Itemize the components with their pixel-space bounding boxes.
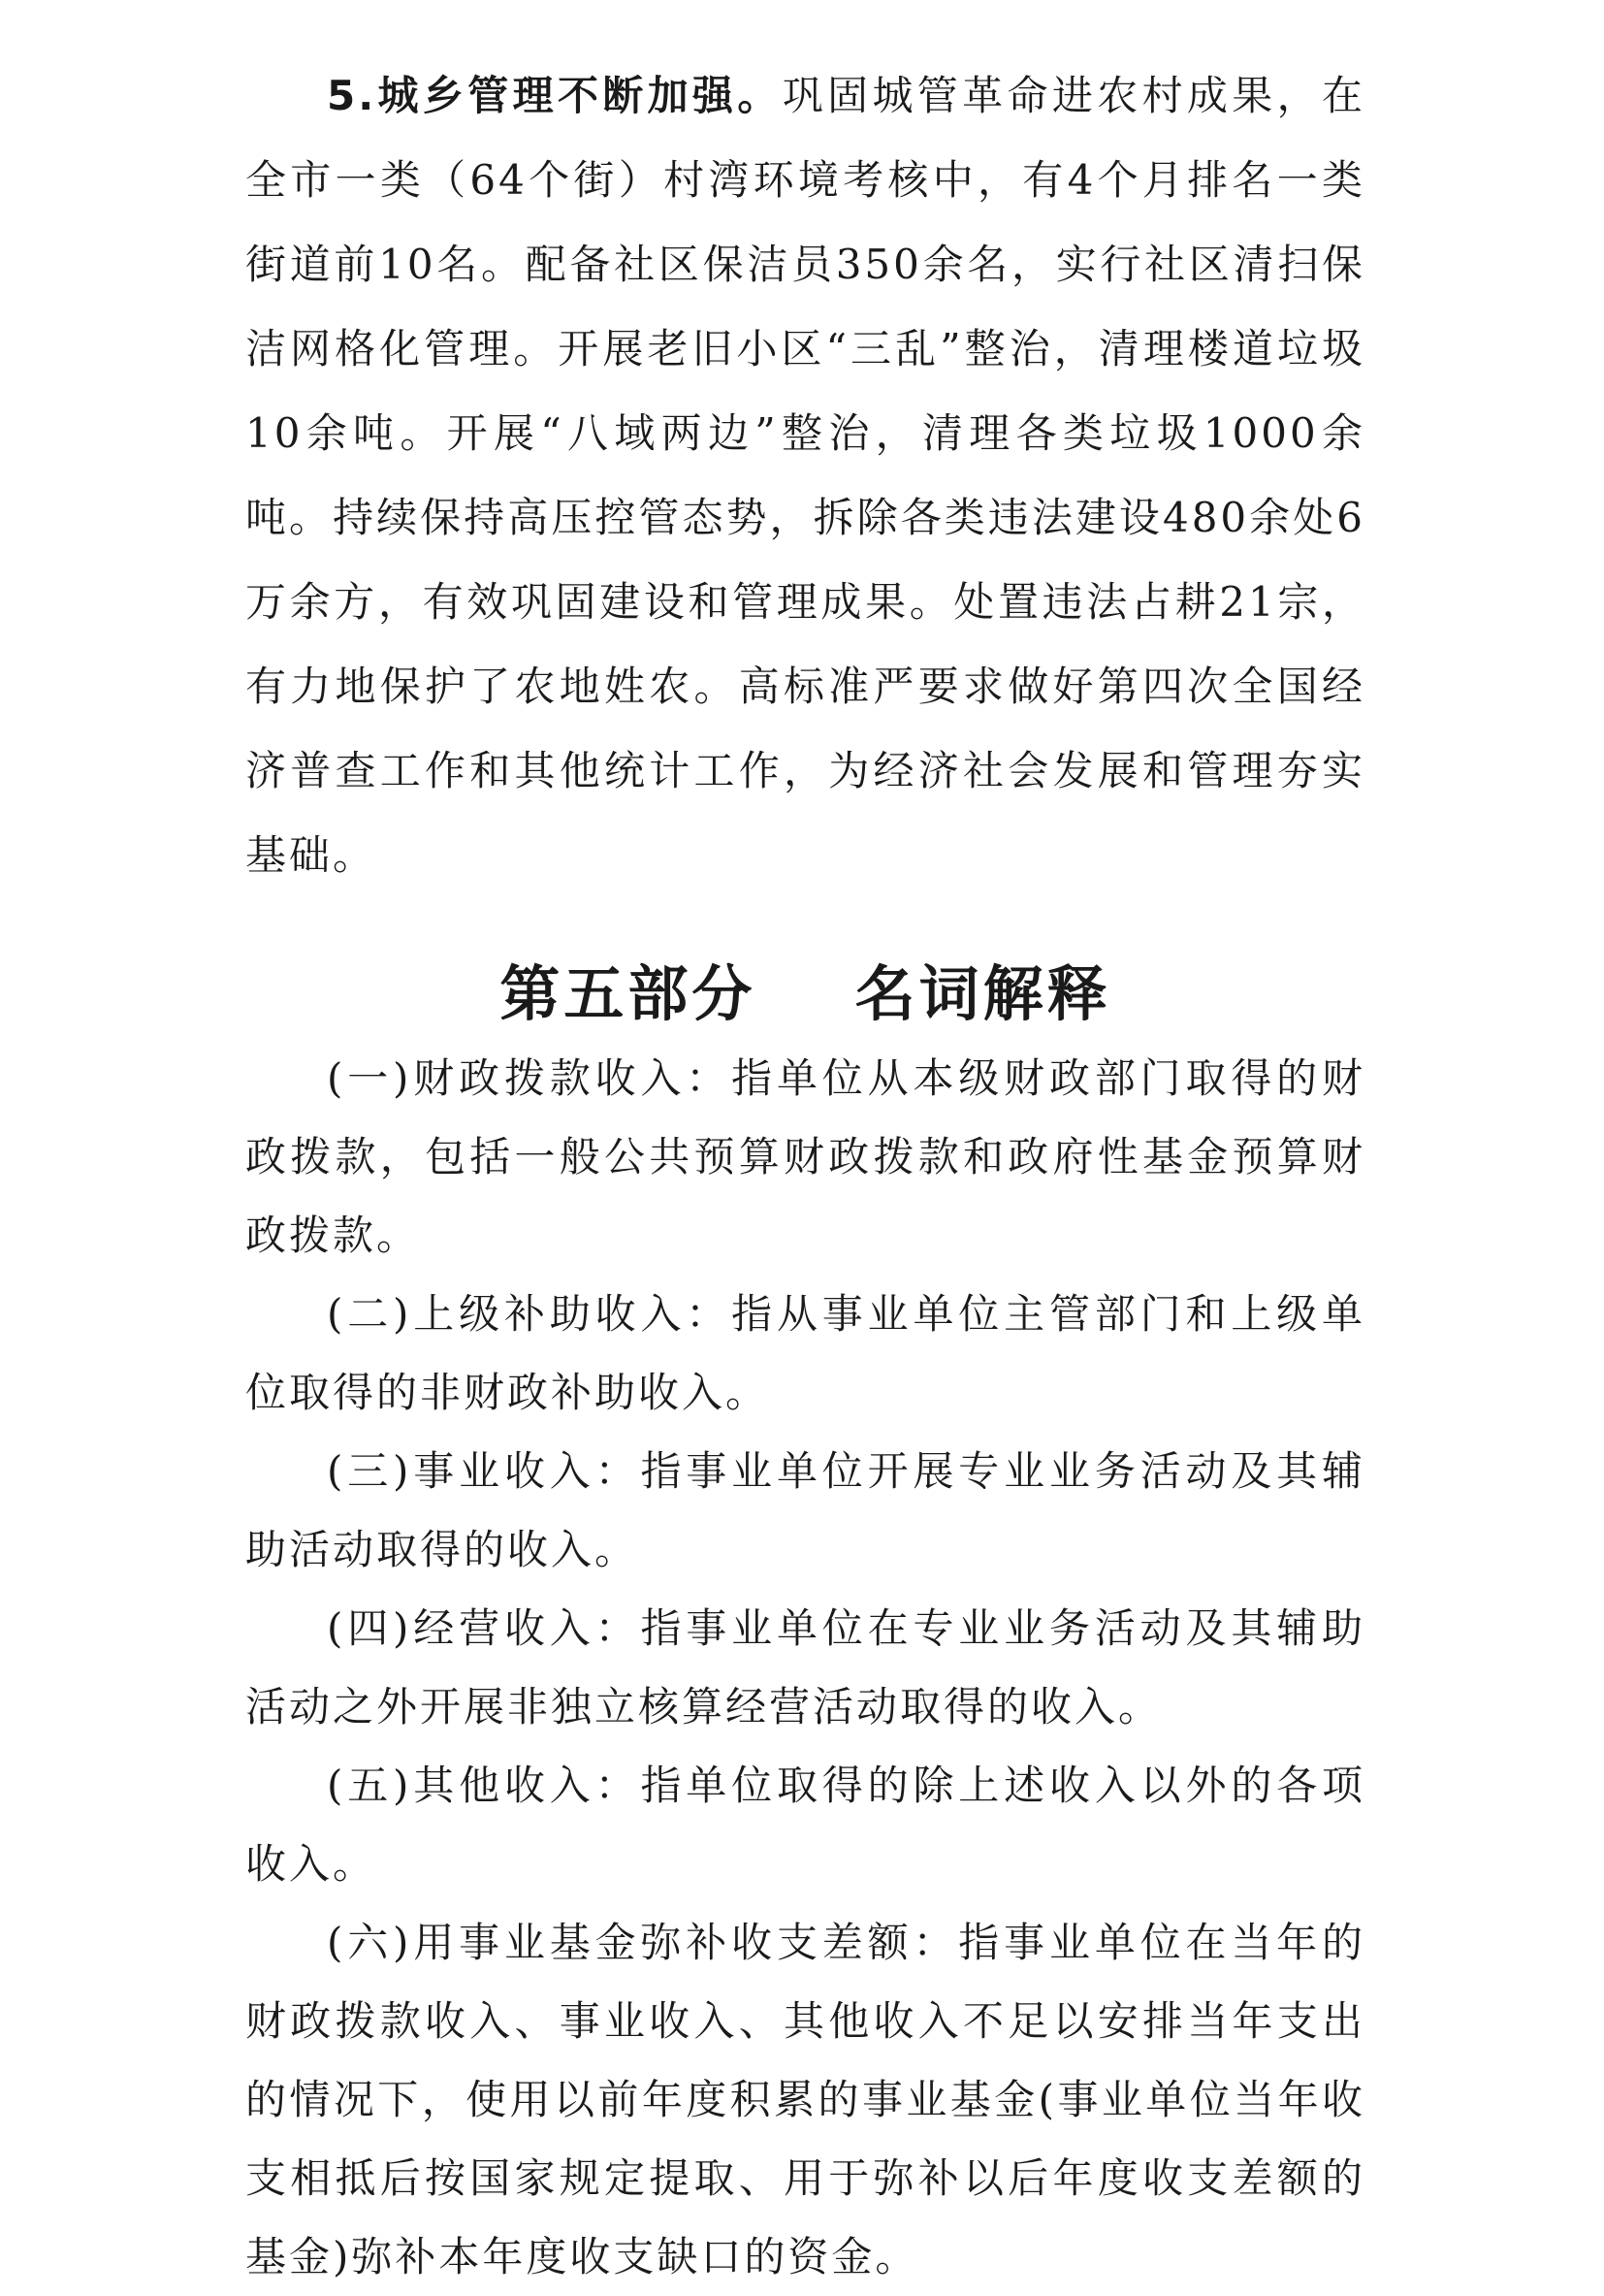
term-item-4: (四)经营收入：指事业单位在专业业务活动及其辅助活动之外开展非独立核算经营活动取得的收入。	[245, 1604, 1365, 1730]
paragraph-body: 巩固城管革命进农村成果，在全市一类（64个街）村湾环境考核中，有4个月排名一类街道前10名。配备社区保洁员350余名，实行社区清扫保洁网格化管理。开展老旧小区“三乱”整治，清理楼道垃圾10余吨。开展“八域两边”整治，清理各类垃圾1000余吨。持续保持高压控管态势，拆除各类违法建设480余处6万余方，有效巩固建设和管理成果。处置违法占耕21宗，有力地保护了农地姓农。高标准严要求做好第四次全国经济普查工作和其他统计工作，为经济社会发展和管理夯实基础。	[245, 72, 1365, 879]
term-item-6: (六)用事业基金弥补收支差额：指事业单位在当年的财政拨款收入、事业收入、其他收入不足以安排当年支出的情况下，使用以前年度积累的事业基金(事业单位当年收支相抵后按国家规定提取、用于弥补以后年度收支差额的基金)弥补本年度收支缺口的资金。	[245, 1919, 1365, 2280]
term-item-3: (三)事业收入：指事业单位开展专业业务活动及其辅助活动取得的收入。	[245, 1447, 1365, 1573]
term-item-2: (二)上级补助收入：指从事业单位主管部门和上级单位取得的非财政补助收入。	[245, 1290, 1365, 1416]
term-item-5: (五)其他收入：指单位取得的除上述收入以外的各项收入。	[245, 1762, 1365, 1888]
terms-list	[245, 1039, 1365, 2296]
section-title: 第五部分 名词解释	[499, 958, 1111, 1029]
intro-paragraph	[245, 53, 1365, 897]
term-item-1: (一)财政拨款收入：指单位从本级财政部门取得的财政拨款，包括一般公共预算财政拨款和政府性基金预算财政拨款。	[245, 1054, 1365, 1259]
document-page	[245, 53, 1365, 2296]
paragraph-lead: 5.城乡管理不断加强。	[327, 72, 783, 119]
